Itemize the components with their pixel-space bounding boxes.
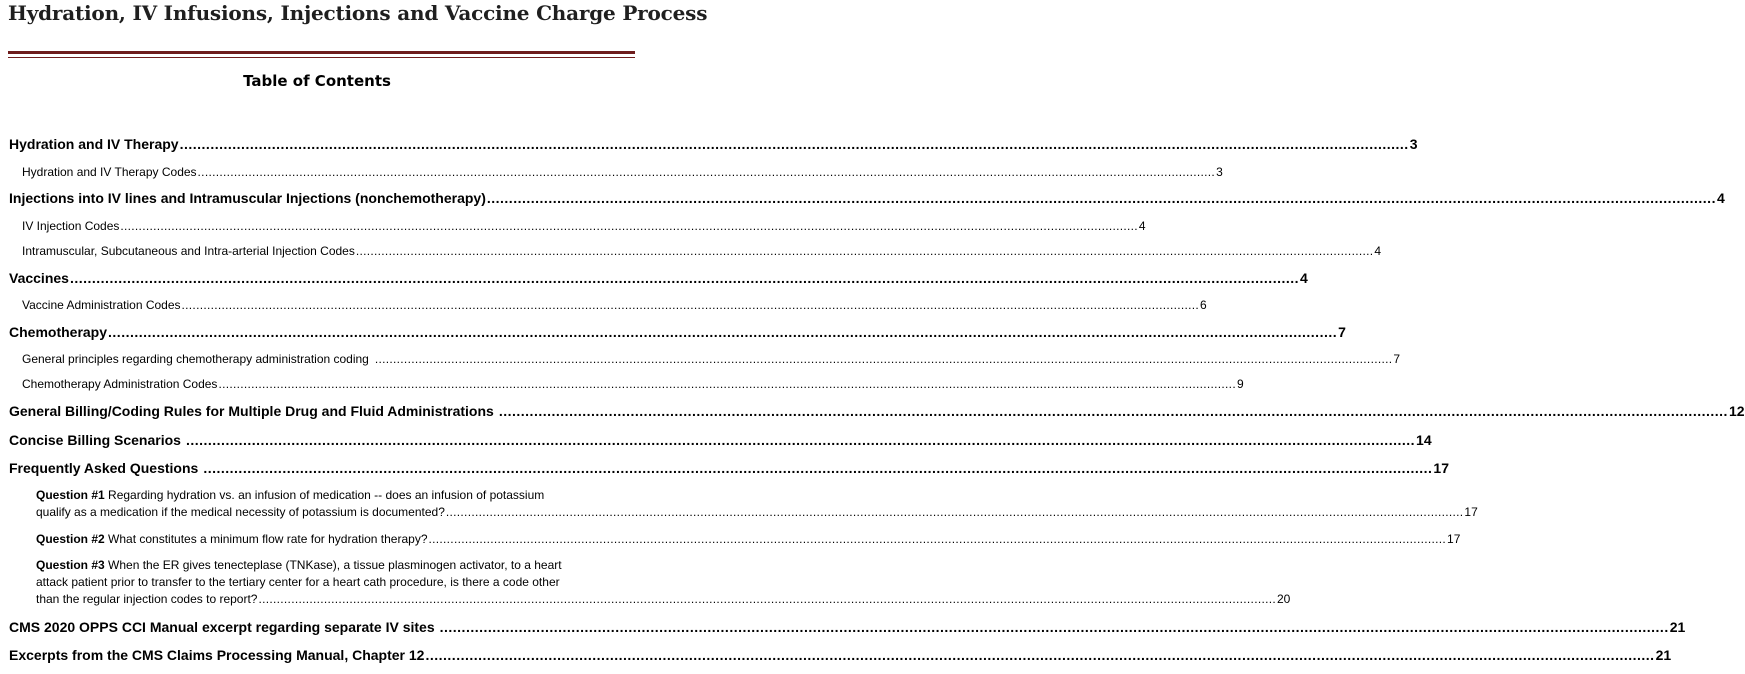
dot-leader: ........................................................................................................................................................................................................................................................................................ <box>120 219 1138 233</box>
question-label: Question #1 <box>36 488 105 502</box>
toc-entry-title: IV Injection Codes <box>22 219 120 233</box>
dot-leader: ........................................................................................................................................................................................................................................................................................ <box>197 165 1216 179</box>
dot-leader: ........................................................................................................................................................................................................................................................................................ <box>374 352 1393 366</box>
question-3-line-2: attack patient prior to transfer to the tertiary center for a heart cath procedure, is there a code other <box>36 575 560 589</box>
toc-entry-vaccine-codes[interactable] <box>22 298 1207 312</box>
dot-leader: ........................................................................................................................................................................................................................................................................................ <box>258 592 1276 606</box>
toc-entry-iv-injection-codes[interactable] <box>22 219 1146 233</box>
toc-entry-page: 3 <box>1216 165 1223 179</box>
toc-entry-title: Excerpts from the CMS Claims Processing Manual, Chapter 12 <box>9 647 425 663</box>
question-3-line-3: than the regular injection codes to report? ........................................................................................................................................................................................................................................................................................ 20 <box>36 592 1291 606</box>
dot-leader: ........................................................................................................................................................................................................................................................................................ <box>439 619 1669 635</box>
toc-entry-page: 17 <box>1464 505 1478 519</box>
toc-entry-title: Injections into IV lines and Intramuscular Injections (nonchemotherapy) <box>9 190 486 206</box>
toc-entry-question-3[interactable] <box>36 557 1291 608</box>
toc-entry-page: 12 <box>1728 403 1745 419</box>
toc-entry-page: 20 <box>1277 592 1291 606</box>
title-rule-thick <box>8 51 635 54</box>
dot-leader: ........................................................................................................................................................................................................................................................................................ <box>486 190 1716 206</box>
document-title: Hydration, IV Infusions, Injections and Vaccine Charge Process <box>8 1 708 25</box>
question-label: Question #3 <box>36 558 105 572</box>
toc-entry-vaccines[interactable] <box>9 270 1308 286</box>
dot-leader: ........................................................................................................................................................................................................................................................................................ <box>181 298 1200 312</box>
toc-entry-page: 14 <box>1416 432 1432 448</box>
toc-entry-page: 7 <box>1338 324 1346 340</box>
question-1-line-1: Question #1 Regarding hydration vs. an infusion of medication -- does an infusion of potassium <box>36 488 545 502</box>
dot-leader: ........................................................................................................................................................................................................................................................................................ <box>218 377 1236 391</box>
dot-leader: ........................................................................................................................................................................................................................................................................................ <box>425 647 1655 663</box>
toc-entry-claims-manual[interactable] <box>9 647 1672 663</box>
toc-entry-page: 6 <box>1200 298 1207 312</box>
dot-leader: ........................................................................................................................................................................................................................................................................................ <box>445 505 1464 519</box>
toc-entry-faq[interactable] <box>9 460 1449 476</box>
toc-entry-page: 4 <box>1300 270 1308 286</box>
toc-entry-im-codes[interactable] <box>22 244 1382 258</box>
dot-leader: ........................................................................................................................................................................................................................................................................................ <box>108 324 1338 340</box>
toc-entry-title: Frequently Asked Questions <box>9 460 199 476</box>
toc-entry-question-2[interactable] <box>36 531 1461 548</box>
toc-entry-cci-manual[interactable] <box>9 619 1686 635</box>
toc-entry-title: Concise Billing Scenarios <box>9 432 181 448</box>
toc-entry-title: Intramuscular, Subcutaneous and Intra-arterial Injection Codes <box>22 244 355 258</box>
dot-leader: ........................................................................................................................................................................................................................................................................................ <box>179 136 1409 152</box>
toc-entry-page: 21 <box>1655 647 1672 663</box>
toc-entry-hydration-codes[interactable] <box>22 165 1223 179</box>
dot-leader: ........................................................................................................................................................................................................................................................................................ <box>185 432 1416 448</box>
toc-entry-page: 4 <box>1374 244 1382 258</box>
toc-entry-title: General Billing/Coding Rules for Multiple Drug and Fluid Administrations <box>9 403 494 419</box>
toc-entry-title: CMS 2020 OPPS CCI Manual excerpt regarding separate IV sites <box>9 619 435 635</box>
toc-entry-page: 17 <box>1433 460 1449 476</box>
toc-entry-page: 9 <box>1236 377 1244 391</box>
question-2-line-1: Question #2 What constitutes a minimum flow rate for hydration therapy? ........................................................................................................................................................................................................................................................................................ 17 <box>36 532 1461 546</box>
toc-entry-billing-scenarios[interactable] <box>9 432 1432 448</box>
dot-leader: ........................................................................................................................................................................................................................................................................................ <box>69 270 1300 286</box>
toc-entry-chemo-codes[interactable] <box>22 377 1244 391</box>
toc-heading: Table of Contents <box>243 72 391 90</box>
toc-entry-title: General principles regarding chemotherapy administration coding <box>22 352 369 366</box>
toc-entry-question-1[interactable] <box>36 487 1478 521</box>
toc-entry-page: 4 <box>1138 219 1146 233</box>
dot-leader: ........................................................................................................................................................................................................................................................................................ <box>428 532 1447 546</box>
toc-entry-chemotherapy[interactable] <box>9 324 1346 340</box>
question-1-line-2: qualify as a medication if the medical necessity of potassium is documented? ........................................................................................................................................................................................................................................................................................ 17 <box>36 505 1478 519</box>
toc-entry-title: Chemotherapy <box>9 324 108 340</box>
toc-entry-chemo-principles[interactable] <box>22 352 1401 366</box>
dot-leader: ........................................................................................................................................................................................................................................................................................ <box>355 244 1374 258</box>
toc-entry-page: 21 <box>1669 619 1686 635</box>
question-3-line-1: Question #3 When the ER gives tenecteplase (TNKase), a tissue plasminogen activator, to a heart <box>36 558 562 572</box>
toc-entry-injections[interactable] <box>9 190 1725 206</box>
toc-entry-title: Hydration and IV Therapy Codes <box>22 165 197 179</box>
toc-entry-billing-rules[interactable] <box>9 403 1745 419</box>
toc-entry-page: 7 <box>1393 352 1401 366</box>
toc-entry-page: 3 <box>1409 136 1418 152</box>
toc-entry-title: Hydration and IV Therapy <box>9 136 179 152</box>
toc-entry-page: 4 <box>1716 190 1725 206</box>
toc-entry-page: 17 <box>1447 532 1461 546</box>
toc-entry-title: Chemotherapy Administration Codes <box>22 377 218 391</box>
toc-entry-title: Vaccine Administration Codes <box>22 298 181 312</box>
title-rule-thin <box>8 57 635 58</box>
dot-leader: ........................................................................................................................................................................................................................................................................................ <box>203 460 1433 476</box>
toc-entry-hydration[interactable] <box>9 136 1418 152</box>
toc-entry-title: Vaccines <box>9 270 69 286</box>
question-label: Question #2 <box>36 532 105 546</box>
dot-leader: ........................................................................................................................................................................................................................................................................................ <box>498 403 1728 419</box>
